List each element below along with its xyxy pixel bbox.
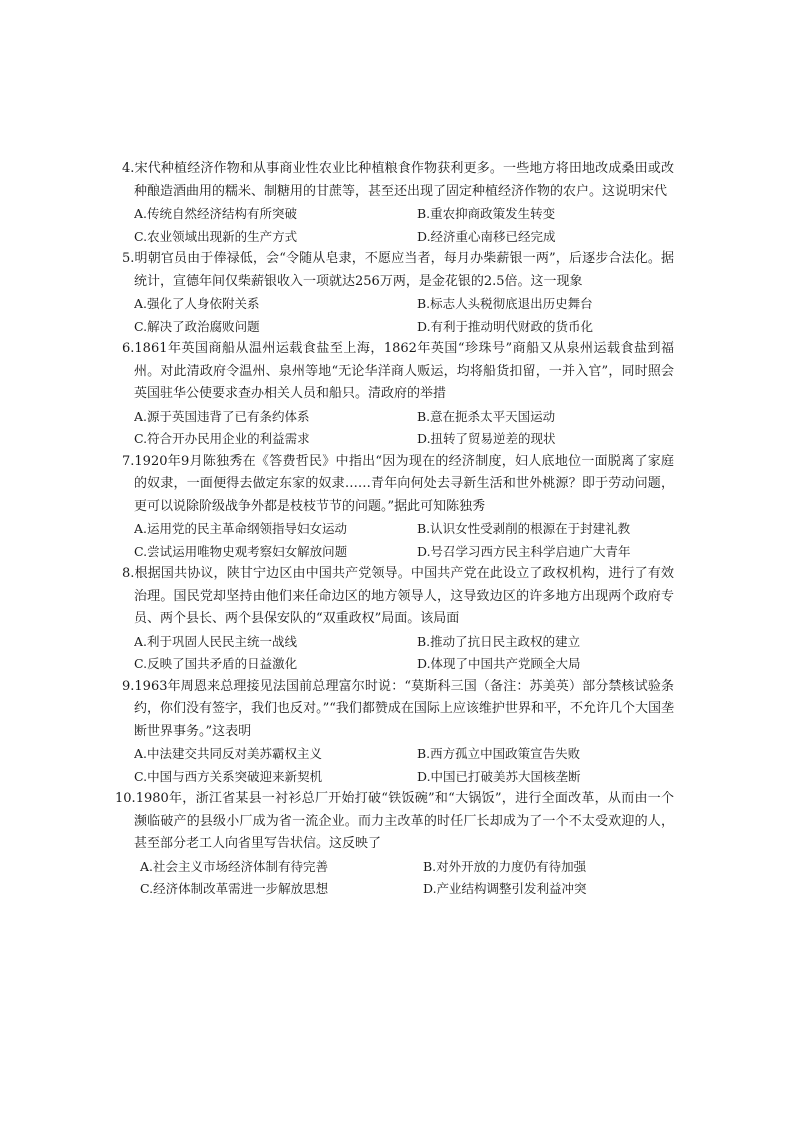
option-grid: [134, 743, 674, 788]
option-c[interactable]: C.中国与西方关系突破迎来新契机: [134, 768, 323, 784]
question-stem: [115, 788, 674, 856]
question-number: 8.: [122, 566, 135, 581]
question-5: [122, 248, 674, 338]
option-grid: [134, 293, 674, 338]
question-8: [122, 563, 674, 676]
option-grid: [134, 518, 674, 563]
option-d[interactable]: D.号召学习西方民主科学启迪广大青年: [417, 543, 631, 559]
question-number: 6.: [122, 341, 135, 356]
option-c[interactable]: C.反映了国共矛盾的日益激化: [134, 656, 298, 671]
option-b[interactable]: B.意在扼杀太平天国运动: [417, 408, 556, 424]
question-stem: [122, 338, 674, 406]
option-b[interactable]: B.认识女性受剥削的根源在于封建礼教: [417, 521, 631, 536]
option-grid: [134, 631, 674, 676]
option-a[interactable]: A.中法建交共同反对美苏霸权主义: [134, 746, 323, 761]
option-a[interactable]: A.社会主义市场经济体制有待完善: [140, 858, 329, 874]
question-9: [122, 676, 674, 789]
option-a[interactable]: A.传统自然经济结构有所突破: [134, 206, 298, 221]
option-a[interactable]: A.运用党的民主革命纲领指导妇女运动: [134, 521, 348, 536]
option-b[interactable]: B.标志人头税彻底退出历史舞台: [417, 296, 593, 311]
stem-text: 1861年英国商船从温州运载食盐至上海，1862年英国“珍珠号”商船又从泉州运载食盐到福州。对此清政府令温州、泉州等地“无论华洋商人贩运，均将船货扣留，一并入官”，同时照会英国驻华公使要求查办相关人员和船只。清政府的举措: [134, 341, 674, 401]
question-stem: [122, 248, 674, 293]
option-a[interactable]: A.利于巩固人民民主统一战线: [134, 633, 298, 649]
question-stem: [122, 563, 674, 631]
question-7: [122, 451, 674, 564]
option-d[interactable]: D.体现了中国共产党顾全大局: [417, 656, 581, 671]
option-b[interactable]: B.重农抑商政策发生转变: [417, 206, 556, 221]
option-c[interactable]: C.农业领域出现新的生产方式: [134, 228, 298, 244]
option-grid: [134, 203, 674, 248]
stem-text: 1920年9月陈独秀在《答费哲民》中指出“因为现在的经济制度，妇人底地位一面脱离了家庭的奴隶，一面便得去做定东家的奴隶……青年向何处去寻新生活和世外桃源？即于劳动问题，更可以说除阶级战争外都是枝枝节节的问题。”据此可知陈独秀: [134, 453, 674, 514]
question-number: 7.: [122, 453, 135, 469]
option-d[interactable]: D.扭转了贸易逆差的现状: [417, 431, 556, 446]
option-a[interactable]: A.强化了人身依附关系: [134, 296, 260, 311]
question-stem: [122, 158, 674, 203]
option-b[interactable]: B.西方孤立中国政策宣告失败: [417, 746, 581, 761]
question-10: [115, 788, 674, 901]
option-grid: [134, 856, 674, 901]
stem-text: 宋代种植经济作物和从事商业性农业比种植粮食作物获利更多。一些地方将田地改成桑田或改种酿造酒曲用的糯米、制糖用的甘蔗等，甚至还出现了固定种植经济作物的农户。这说明宋代: [134, 161, 674, 199]
stem-text: 明朝官员由于俸禄低，会“令随从皂隶，不愿应当者，每月办柴薪银一两”，后逐步合法化。据统计，宣德年间仅柴薪银收入一项就达256万两，是金花银的2.5倍。这一现象: [134, 251, 674, 289]
option-c[interactable]: C.解决了政治腐败问题: [134, 318, 260, 334]
question-stem: [122, 676, 674, 744]
option-d[interactable]: D.有利于推动明代财政的货币化: [417, 318, 594, 334]
question-number: 10.: [115, 791, 136, 806]
question-4: [122, 158, 674, 248]
option-d[interactable]: D.产业结构调整引发利益冲突: [423, 881, 587, 896]
stem-text: 1980年，浙江省某县一衬衫总厂开始打破“铁饭碗”和“大锅饭”，进行全面改革，从而由一个濒临破产的县级小厂成为省一流企业。而力主改革的时任厂长却成为了一个不太受欢迎的人，甚至部分老工人向省里写告状信。这反映了: [134, 791, 674, 851]
option-b[interactable]: B.推动了抗日民主政权的建立: [417, 633, 581, 649]
question-stem: [122, 451, 674, 519]
option-grid: [134, 406, 674, 451]
option-d[interactable]: D.经济重心南移已经完成: [417, 228, 556, 244]
question-number: 4.: [122, 161, 135, 176]
question-6: [122, 338, 674, 451]
option-c[interactable]: C.符合开办民用企业的利益需求: [134, 431, 310, 446]
option-c[interactable]: C.经济体制改革需进一步解放思想: [140, 881, 329, 896]
question-list: [115, 158, 674, 901]
option-c[interactable]: C.尝试运用唯物史观考察妇女解放问题: [134, 543, 348, 559]
stem-text: 根据国共协议，陕甘宁边区由中国共产党领导。中国共产党在此设立了政权机构，进行了有效治理。国民党却坚持由他们来任命边区的地方领导人，这导致边区的许多地方出现两个政府专员、两个县长、两个县保安队的“双重政权”局面。该局面: [134, 566, 674, 626]
option-d[interactable]: D.中国已打破美苏大国核垄断: [417, 768, 581, 784]
question-number: 9.: [122, 678, 135, 694]
stem-text: 1963年周恩来总理接见法国前总理富尔时说：“莫斯科三国（备注：苏美英）部分禁核试验条约，你们没有签字，我们也反对。”“我们都赞成在国际上应该维护世界和平，不允许几个大国垄断世界事务。”这表明: [134, 678, 674, 739]
question-number: 5.: [122, 251, 135, 266]
option-a[interactable]: A.源于英国违背了已有条约体系: [134, 408, 310, 424]
option-b[interactable]: B.对外开放的力度仍有待加强: [423, 858, 587, 874]
